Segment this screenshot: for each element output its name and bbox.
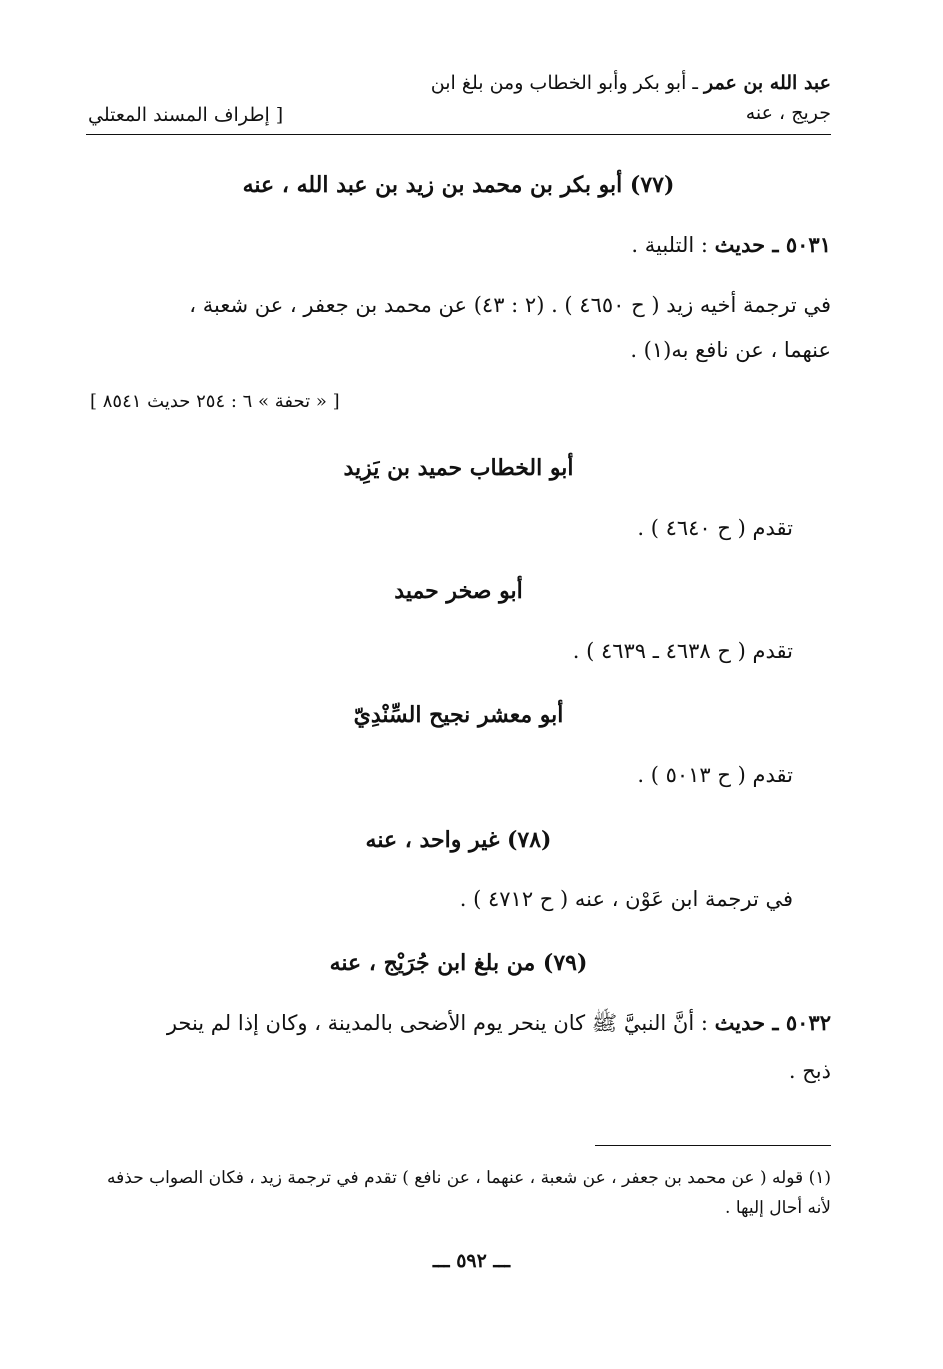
header-title-line2: جريج ، عنه	[745, 102, 831, 124]
running-header-book: [ إطراف المسند المعتلي	[88, 104, 284, 126]
page-number: ـــ ٥٩٢ ـــ	[432, 1250, 511, 1272]
footnote-line1: (١) قوله ( عن محمد بن جعفر ، عن شعبة ، عنهما ، عن نافع ) تقدم في ترجمة زيد ، فكان الصواب حذفه	[107, 1168, 831, 1188]
section-78-ref: في ترجمة ابن عَوْن ، عنه ( ح ٤٧١٢ ) .	[459, 887, 793, 911]
hadith-5032-line1	[86, 1008, 831, 1038]
footnote	[86, 1163, 831, 1223]
header-title-rest: ـ أبو بكر وأبو الخطاب ومن بلغ ابن	[430, 72, 704, 94]
abu-sakhr-title: أبو صخر حميد	[394, 578, 523, 604]
abu-khattab-ref: تقدم ( ح ٤٦٤٠ ) .	[637, 516, 793, 540]
footnote-line2: لأنه أحال إليها .	[725, 1198, 831, 1218]
section-77-title: (٧٧) أبو بكر بن محمد بن زيد بن عبد الله ، عنه	[242, 172, 675, 198]
section-78-title: (٧٨) غير واحد ، عنه	[365, 827, 552, 853]
section-79-title: (٧٩) من بلغ ابن جُرَيْج ، عنه	[329, 950, 588, 976]
hadith-5031-number: ٥٠٣١ ـ حديث	[714, 232, 831, 257]
hadith-5032-text: : أنَّ النبيَّ ﷺ كان ينحر يوم الأضحى بالمدينة ، وكان إذا لم ينحر	[166, 1011, 715, 1035]
running-header-title	[361, 68, 831, 128]
hadith-5031-line1: في ترجمة أخيه زيد ( ح ٤٦٥٠ ) . (٢ : ٤٣) عن محمد بن جعفر ، عن شعبة ،	[189, 293, 831, 317]
header-bold-title: عبد الله بن عمر	[704, 72, 831, 94]
header-rule	[86, 134, 831, 135]
hadith-5031-line2: عنهما ، عن نافع به(١) .	[630, 338, 831, 362]
abu-mashar-title: أبو معشر نجيح السِّنْدِيّ	[353, 702, 564, 728]
hadith-5031-heading	[86, 230, 831, 260]
hadith-5031-subject: : التلبية .	[631, 233, 715, 257]
footnote-rule	[595, 1145, 831, 1146]
hadith-5032-number: ٥٠٣٢ ـ حديث	[714, 1010, 831, 1035]
hadith-5032-line2: ذبح .	[788, 1059, 831, 1083]
abu-sakhr-ref: تقدم ( ح ٤٦٣٨ ـ ٤٦٣٩ ) .	[572, 639, 793, 663]
abu-khattab-title: أبو الخطاب حميد بن يَزِيد	[343, 455, 574, 481]
abu-mashar-ref: تقدم ( ح ٥٠١٣ ) .	[637, 763, 793, 787]
tuhfa-reference: [ « تحفة » ٦ : ٢٥٤ حديث ٨٥٤١ ]	[90, 391, 340, 412]
